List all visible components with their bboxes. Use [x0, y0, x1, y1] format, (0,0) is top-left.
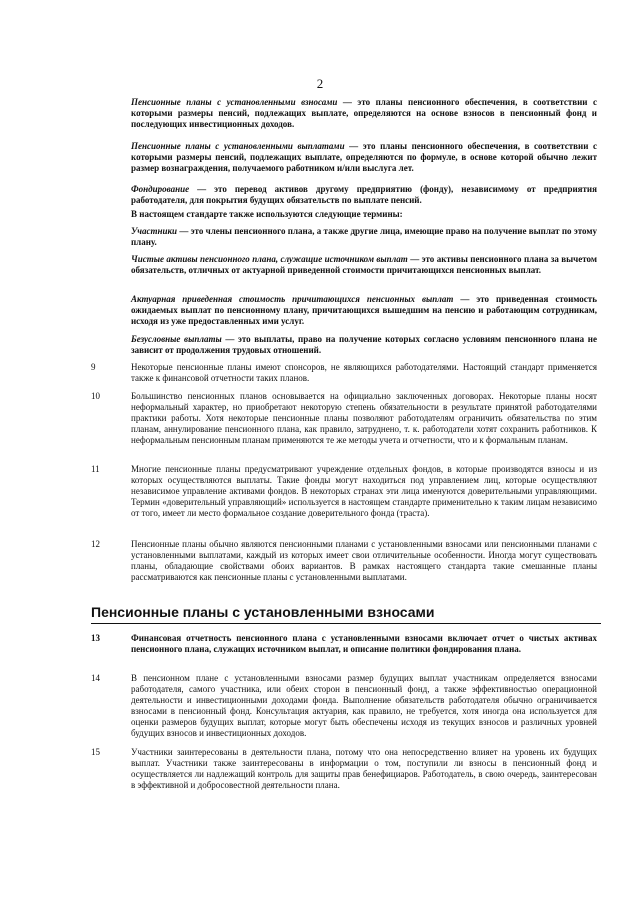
- definition-text: — это выплаты, право на получение которых согласно условиям пенсионного плана не зависит от продолжения трудовых отношений.: [131, 334, 597, 355]
- definition-term: Пенсионные планы с установленными взносами: [131, 97, 338, 107]
- paragraph-text: Финансовая отчетность пенсионного плана с установленными взносами включает отчет о чистых активах пенсионного плана, служащих источником выплат, и описание политики фондирования плана.: [131, 633, 597, 654]
- definition-term: Чистые активы пенсионного плана, служащие источником выплат: [131, 254, 408, 264]
- terms-intro: В настоящем стандарте также используются следующие термины:: [131, 209, 403, 219]
- definition-term: Фондирование: [131, 184, 190, 194]
- definition-funding: [131, 184, 597, 206]
- paragraph-number: 10: [91, 391, 100, 401]
- definition-term: Пенсионные планы с установленными выплатами: [131, 141, 345, 151]
- definition-actuarial-value: [131, 294, 597, 327]
- definition-dc-plans: [131, 97, 597, 130]
- definition-participants: [131, 226, 597, 248]
- definition-db-plans: [131, 141, 597, 174]
- paragraph-number: 12: [91, 539, 100, 549]
- paragraph-text: Пенсионные планы обычно являются пенсионными планами с установленными взносами или пенсионными планами с установленными выплатами, каждый из которых имеет свои отличительные особенности. Иногда могут существовать планы, обладающие свойствами обоих вариантов. В рамках настоящего стандарта такие смешанные планы рассматриваются как пенсионные планы с установленными выплатами.: [131, 539, 597, 582]
- definition-text: — это планы пенсионного обеспечения, в соответствии с которыми размеры пенсий, подлежащих выплате, определяются по формуле, в основе которой обычно лежит размер вознаграждения, получаемого работником и/или выслуга лет.: [131, 141, 597, 173]
- paragraph-text: Некоторые пенсионные планы имеют спонсоров, не являющихся работодателями. Настоящий стандарт применяется также к финансовой отчетности таких планов.: [131, 362, 597, 383]
- definition-term: Актуарная приведенная стоимость причитающихся пенсионных выплат: [131, 294, 454, 304]
- paragraph-number: 9: [91, 362, 96, 372]
- paragraph-text: Большинство пенсионных планов основывается на официально заключенных договорах. Некоторые планы носят неформальный характер, но приобретают некоторую степень обязательности в результате принятой работодателями практики работы. Хотя некоторые пенсионные планы позволяют работодателям ограничить обязательства по этим планам, аннулирование пенсионного плана, как правило, затруднено, т. к. работодатели хотят сохранить работников. К неформальным пенсионным планам применяются те же методы учета и отчетности, что и к формальным планам.: [131, 391, 597, 445]
- definition-text: — это активы пенсионного плана за вычетом обязательств, отличных от актуарной приведенной стоимости причитающихся пенсионных выплат.: [131, 254, 598, 275]
- definition-text: — это члены пенсионного плана, а также другие лица, имеющие право на получение выплат по этому плану.: [131, 226, 597, 247]
- definition-text: — это перевод активов другому предприятию (фонду), независимому от предприятия работодателя, для покрытия будущих обязательств по выплате пенсий.: [131, 184, 597, 205]
- paragraph-number: 15: [91, 747, 100, 757]
- paragraph-number: 14: [91, 673, 100, 683]
- definition-term: Участники: [131, 226, 178, 236]
- definition-vested-benefits: [131, 334, 597, 356]
- paragraph-number: 11: [91, 464, 100, 474]
- page-number: 2: [316, 76, 324, 91]
- paragraph-text: Участники заинтересованы в деятельности плана, потому что она непосредственно влияет на уровень их будущих выплат. Участники также заинтересованы в информации о том, поступили ли взносы в пенсионный фонд и осуществляется ли надлежащий контроль для защиты прав бенефициаров. Работодатель, в свою очередь, заинтересован в эффективной и добросовестной деятельности плана.: [131, 747, 597, 790]
- paragraph-text: В пенсионном плане с установленными взносами размер будущих выплат участникам определяется взносами работодателя, самого участника, или обеих сторон в пенсионный фонд, а также эффективностью операционной деятельности и инвестиционными доходами фонда. Выполнение обязательств работодателя обычно ограничивается взносами в пенсионный фонд. Консультация актуария, как правило, не требуется, хотя иногда она используется для оценки размеров будущих выплат, которые могут быть обеспечены исходя из текущих взносов и различных уровней будущих взносов и инвестиционных доходов.: [131, 673, 597, 738]
- definition-net-assets: [131, 254, 597, 276]
- definition-text: — это планы пенсионного обеспечения, в соответствии с которыми размеры пенсий, подлежащих выплате, определяются на основе взносов в пенсионный фонд и последующих инвестиционных доходов.: [131, 97, 597, 129]
- paragraph-text: Многие пенсионные планы предусматривают учреждение отдельных фондов, в которые производятся взносы и из которых осуществляются выплаты. Такие фонды могут находиться под управлением лиц, которые осуществляют независимое управление активами фондов. В некоторых странах эти лица именуются доверительными управляющими. Термин «доверительный управляющий» используется в настоящем стандарте применительно к таким лицам независимо от того, имеет ли место формальное создание доверительного фонда (траста).: [131, 464, 597, 518]
- definition-term: Безусловные выплаты: [131, 334, 222, 344]
- paragraph-number: 13: [91, 633, 100, 643]
- definition-text: — это приведенная стоимость ожидаемых выплат по пенсионному плану, причитающихся вышедшим на пенсию и работающим сотрудникам, исходя из уже предоставленных ими услуг.: [131, 294, 597, 326]
- section-heading: Пенсионные планы с установленными взносами: [91, 604, 601, 624]
